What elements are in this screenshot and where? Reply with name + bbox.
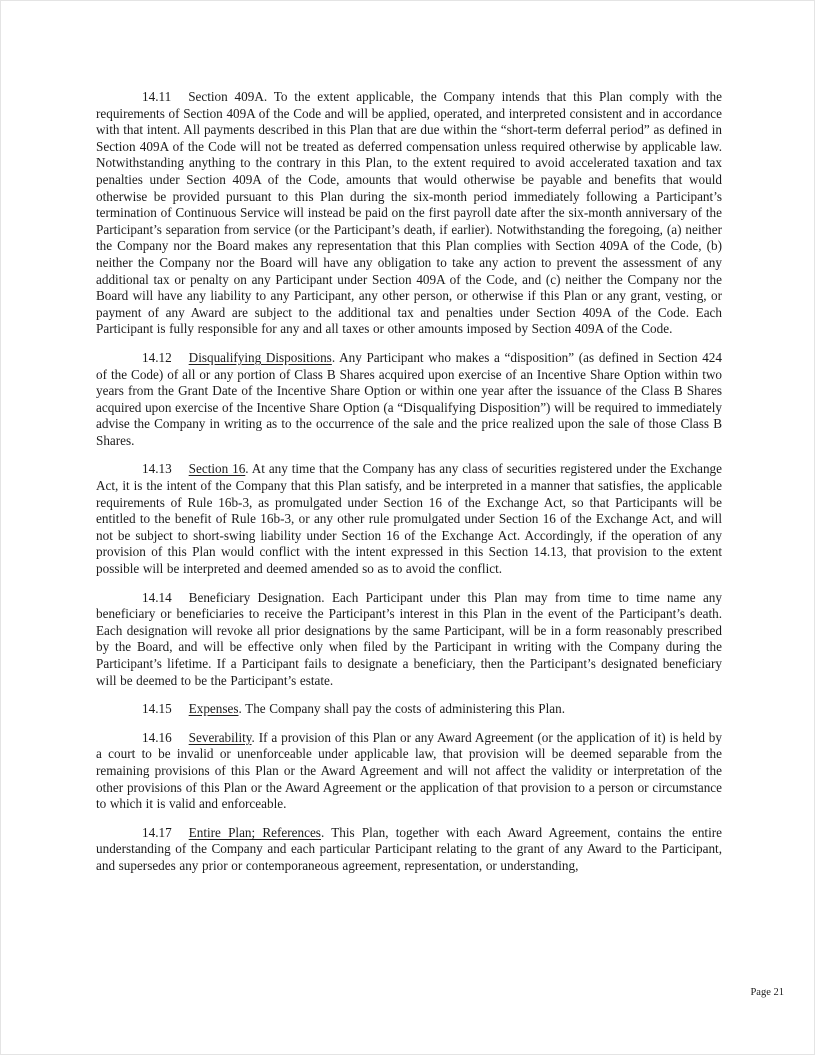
section-body: Each Participant under this Plan may from time to time name any beneficiary or beneficiaries to receive the Participant’s interest in this Plan in the event of the Participant’s death. Each designation will revoke all prior designations by the same Participant, will be in a form reasonably prescribed by the Board, and will be effective only when filed by the Participant in writing with the Company during the Participant’s lifetime. If a Participant fails to designate a beneficiary, then the Participant’s designated beneficiary will be deemed to be the Participant’s estate. — [96, 589, 722, 688]
section-number: 14.17 — [142, 824, 172, 840]
section-number: 14.12 — [142, 349, 172, 365]
section-title: Section 16 — [188, 461, 246, 477]
title-separator: . — [251, 729, 259, 745]
section-title: Expenses — [188, 701, 239, 717]
section-paragraph-14-14 — [96, 590, 722, 690]
section-paragraph-14-12 — [96, 350, 722, 450]
page-number: Page 21 — [750, 987, 784, 998]
title-separator: . — [245, 461, 252, 477]
section-body: This Plan, together with each Award Agreement, contains the entire understanding of the Company and each particular Participant relating to the grant of any Award to the Participant, and supersedes any prior or contemporaneous agreement, representation, or understanding, — [96, 824, 722, 873]
title-separator: . — [238, 701, 246, 717]
section-number: 14.13 — [142, 461, 172, 477]
section-number: 14.14 — [142, 589, 172, 605]
section-body: Any Participant who makes a “disposition” (as defined in Section 424 of the Code) of all or any portion of Class B Shares acquired upon exercise of an Incentive Share Option within two years from the Grant Date of the Incentive Share Option or within one year after the issuance of the Class B Shares acquired upon exercise of the Incentive Share Option (a “Disqualifying Disposition”) will be required to immediately advise the Company in writing as to the occurrence of the sale and the price realized upon the sale of those Class B Shares. — [96, 349, 722, 448]
section-paragraph-14-15 — [96, 701, 722, 718]
section-title: Entire Plan; References — [188, 824, 321, 840]
section-body: If a provision of this Plan or any Award Agreement (or the application of it) is held by a court to be invalid or unenforceable under applicable law, that provision will be deemed separable from the remaining provisions of this Plan or the Award Agreement and will not affect the validity or interpretation of the other provisions of this Plan or the Award Agreement or the application of that provision to a person or circumstance to which it is valid and enforceable. — [96, 729, 722, 812]
section-body: At any time that the Company has any class of securities registered under the Exchange Act, it is the intent of the Company that this Plan satisfy, and be interpreted in a manner that satisfies, the applicable requirements of Rule 16b-3, as promulgated under Section 16 of the Exchange Act, so that Participants will be entitled to the benefit of Rule 16b-3, or any other rule promulgated under Section 16 of the Exchange Act, and will not be subject to short-swing liability under Section 16 of the Exchange Act. Accordingly, if the operation of any provision of this Plan would conflict with the intent expressed in this Section 14.13, that provision to the extent possible will be interpreted and deemed amended so as to avoid the conflict. — [96, 461, 722, 577]
section-number: 14.16 — [142, 729, 172, 745]
section-number: 14.11 — [142, 89, 172, 104]
section-paragraph-14-17 — [96, 825, 722, 875]
section-paragraph-14-13 — [96, 461, 722, 577]
section-title: Disqualifying Dispositions — [188, 349, 332, 365]
title-separator: . — [263, 89, 274, 104]
section-title: Beneficiary Designation — [188, 589, 322, 605]
section-paragraph-14-11 — [96, 89, 722, 338]
section-number: 14.15 — [142, 701, 172, 717]
title-separator: . — [321, 589, 332, 605]
section-title: Section 409A — [188, 89, 264, 104]
title-separator: . — [320, 824, 332, 840]
section-title: Severability — [188, 729, 252, 745]
title-separator: . — [331, 349, 340, 365]
section-body: The Company shall pay the costs of administering this Plan. — [245, 701, 566, 717]
section-paragraph-14-16 — [96, 730, 722, 813]
section-body: To the extent applicable, the Company intends that this Plan comply with the requirements of Section 409A of the Code and will be applied, operated, and interpreted consistent and in accordance with that intent. All payments described in this Plan that are due within the “short-term deferral period” as defined in Section 409A of the Code will not be treated as deferred compensation unless required otherwise by applicable law. Notwithstanding anything to the contrary in this Plan, to the extent required to avoid accelerated taxation and tax penalties under Section 409A of the Code, amounts that would otherwise be payable and benefits that would otherwise be provided pursuant to this Plan during the six-month period immediately following a Participant’s termination of Continuous Service will instead be paid on the first payroll date after the six-month anniversary of the Participant’s separation from service (or the Participant’s death, if earlier). Notwithstanding the foregoing, (a) neither the Company nor the Board makes any representation that this Plan complies with Section 409A of the Code, (b) neither the Company nor the Board will have any obligation to take any action to prevent the assessment of any additional tax or penalty on any Participant under Section 409A of the Code, and (c) neither the Company nor the Board will have any liability to any Participant, any other person, or otherwise if this Plan or any grant, vesting, or payment of any Award are subject to the additional tax and penalties under Section 409A of the Code. Each Participant is fully responsible for any and all taxes or other amounts imposed by Section 409A of the Code. — [96, 89, 722, 337]
